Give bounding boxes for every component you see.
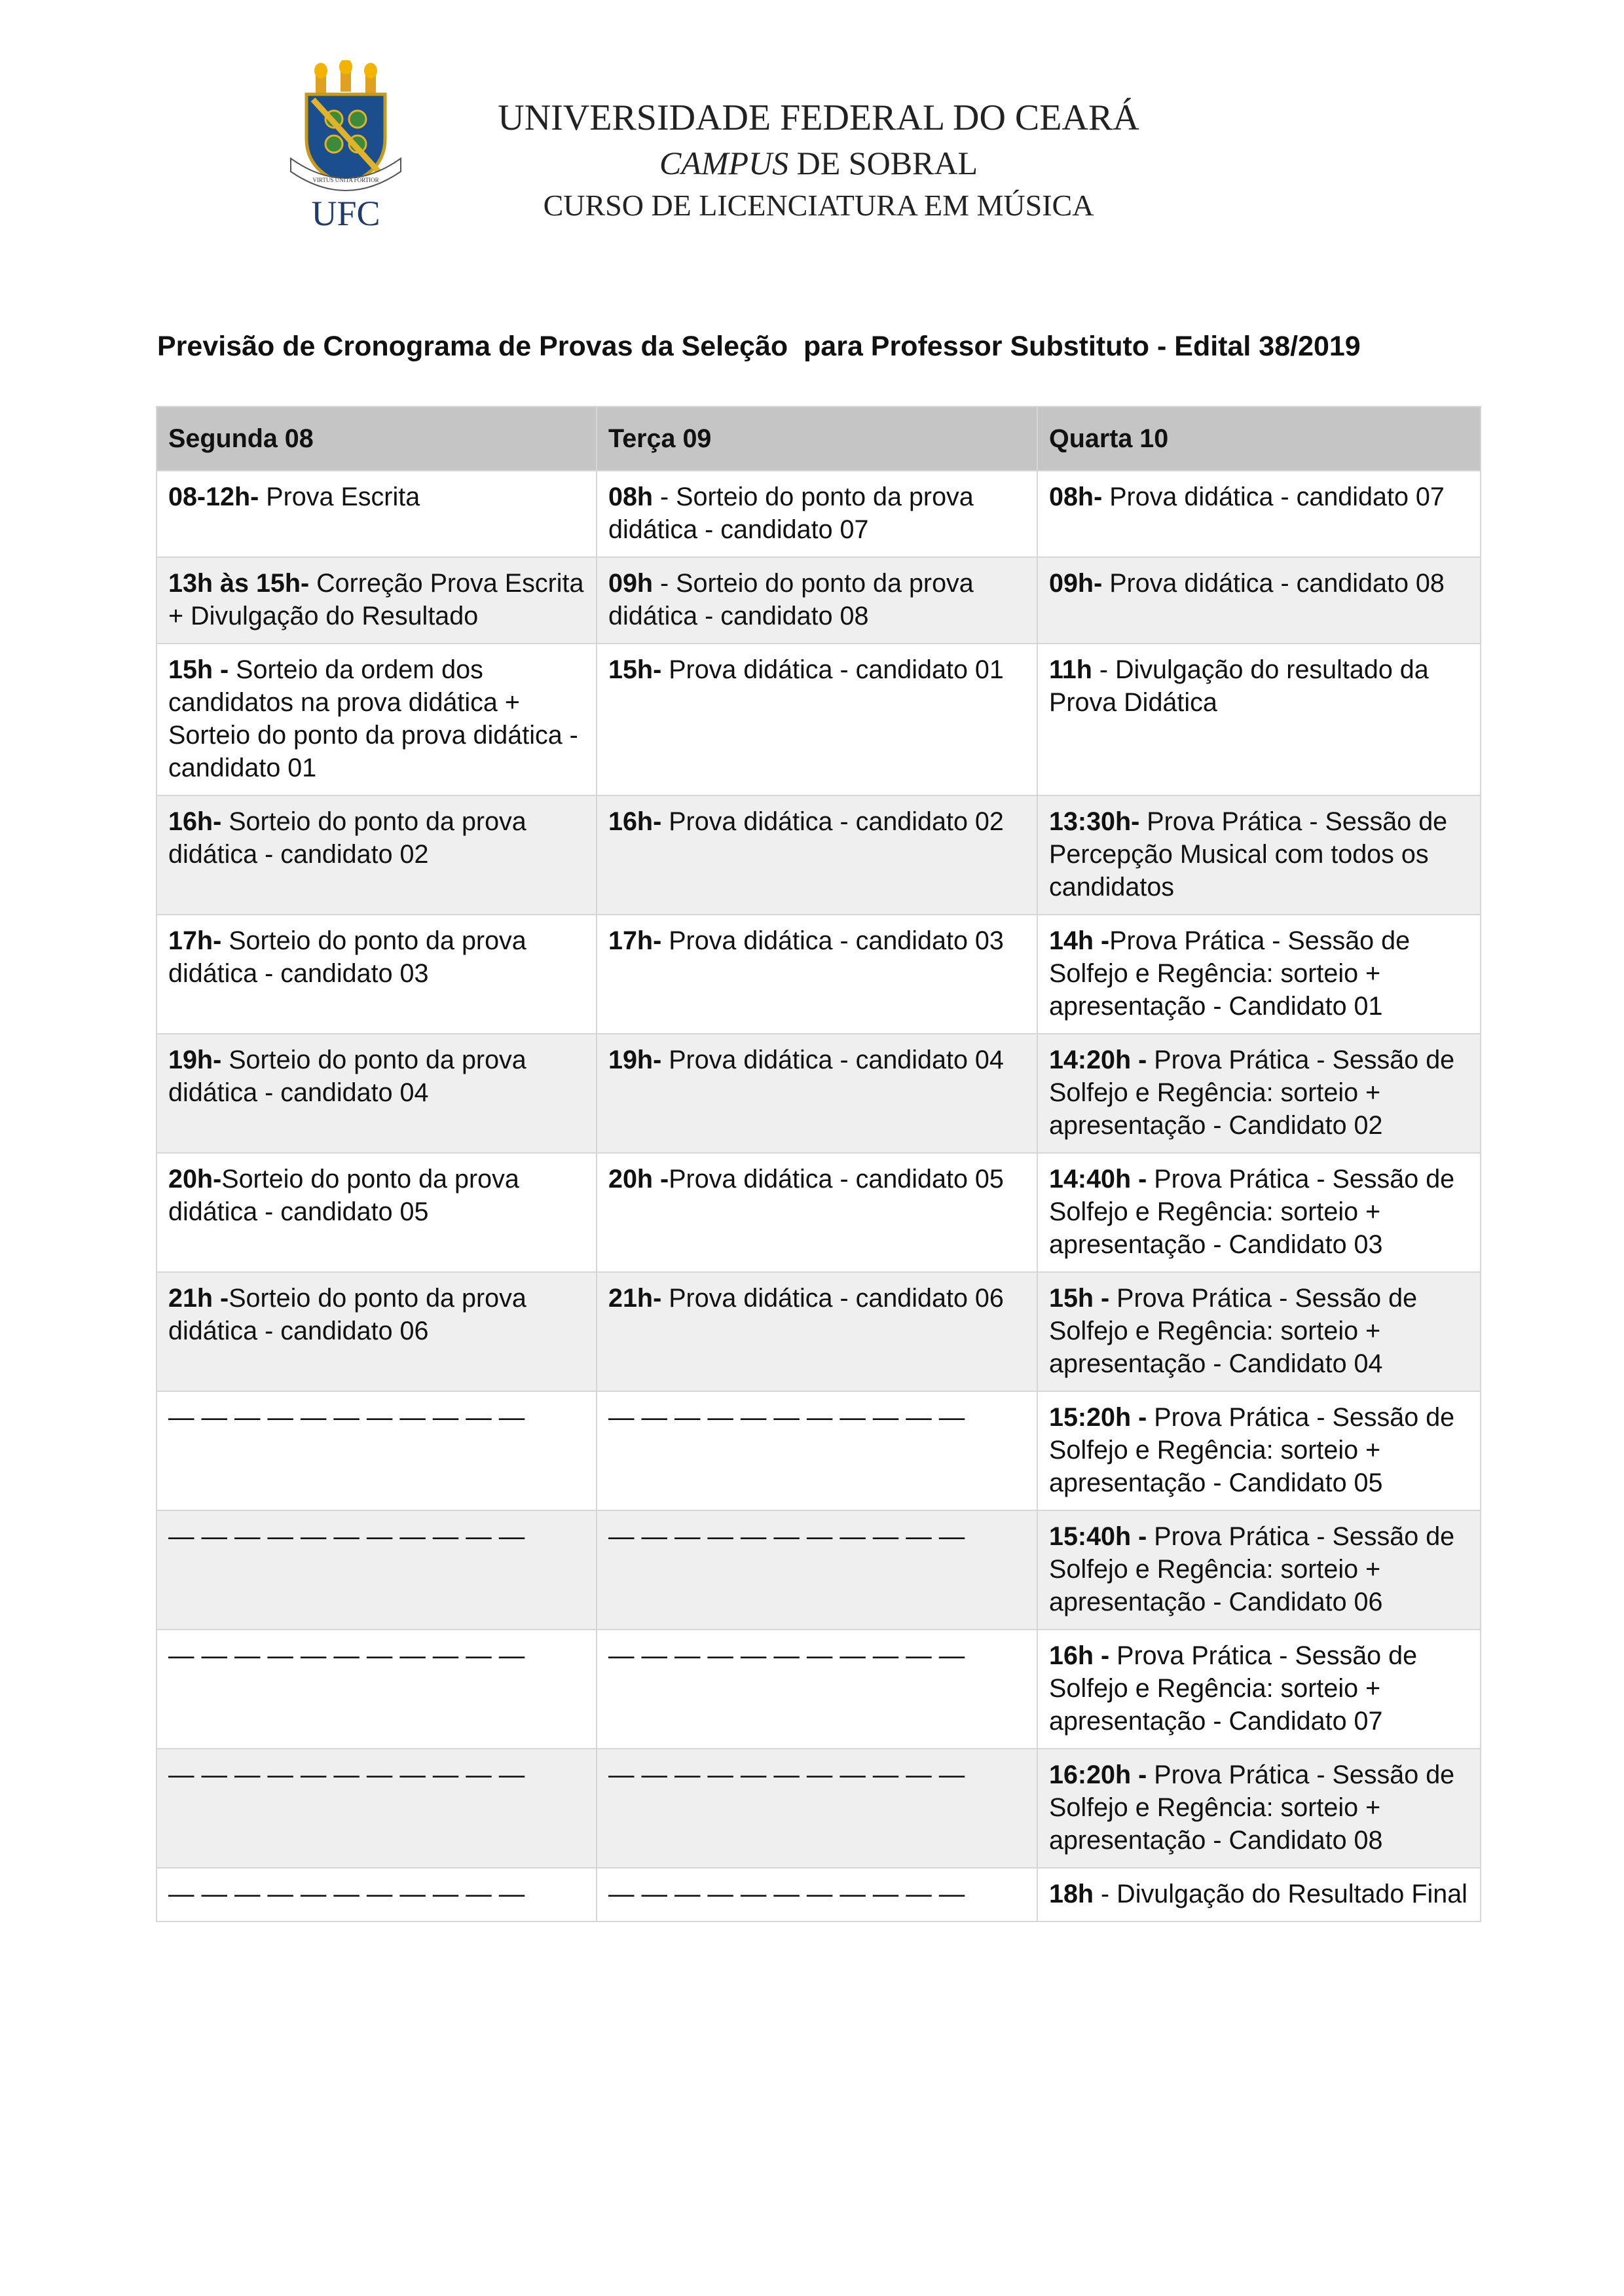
table-cell — [1037, 1630, 1481, 1749]
table-row — [157, 1749, 1481, 1868]
table-row — [157, 1630, 1481, 1749]
cell-time: 14:40h - — [1049, 1165, 1147, 1194]
cell-time: 16:20h - — [1049, 1760, 1147, 1789]
table-row — [157, 795, 1481, 915]
cell-time: 15:20h - — [1049, 1403, 1147, 1432]
table-cell — [1037, 1510, 1481, 1630]
table-row — [157, 915, 1481, 1034]
cell-text: Prova Prática - Sessão de Solfejo e Regência: sorteio + apresentação - Candidato 06 — [1049, 1522, 1455, 1616]
table-cell — [597, 1272, 1037, 1391]
table-cell — [1037, 644, 1481, 795]
cell-text: — — — — — — — — — — — — [608, 1880, 965, 1908]
cell-time: 19h- — [168, 1046, 222, 1074]
cell-time: 11h — [1049, 655, 1092, 684]
table-cell — [157, 1272, 597, 1391]
cell-text: Prova didática - candidato 01 — [661, 655, 1004, 684]
cell-text: Prova didática - candidato 08 — [1102, 569, 1445, 598]
table-cell — [597, 1630, 1037, 1749]
cell-text: Prova didática - candidato 02 — [661, 807, 1004, 836]
cell-text: - Sorteio do ponto da prova didática - candidato 07 — [608, 483, 974, 544]
cell-time: 18h — [1049, 1880, 1094, 1908]
document-title: Previsão de Cronograma de Provas da Seleção para Professor Substituto - Edital 38/2019 — [157, 331, 1361, 362]
table-cell — [157, 1391, 597, 1510]
table-row — [157, 1510, 1481, 1630]
schedule-table — [156, 406, 1481, 1922]
table-cell — [597, 1510, 1037, 1630]
cell-text: Prova Prática - Sessão de Solfejo e Regência: sorteio + apresentação - Candidato 08 — [1049, 1760, 1455, 1855]
cell-text: — — — — — — — — — — — — [608, 1760, 965, 1789]
table-row — [157, 557, 1481, 644]
cell-time: 09h- — [1049, 569, 1103, 598]
table-cell — [597, 1391, 1037, 1510]
table-row — [157, 1272, 1481, 1391]
table-cell — [1037, 1153, 1481, 1272]
table-cell — [157, 1630, 597, 1749]
table-cell — [157, 1749, 597, 1868]
table-row — [157, 1868, 1481, 1922]
torch-icon — [314, 60, 377, 93]
cell-text: Sorteio da ordem dos candidatos na prova didática + Sorteio do ponto da prova didática - candidato 01 — [168, 655, 578, 782]
cell-text: Prova didática - candidato 06 — [661, 1284, 1004, 1313]
cell-time: 19h- — [608, 1046, 662, 1074]
cell-time: 15h- — [608, 655, 662, 684]
cell-text: Prova didática - candidato 04 — [661, 1046, 1004, 1074]
cell-text: Prova didática - candidato 07 — [1102, 483, 1445, 511]
table-cell — [157, 557, 597, 644]
table-cell — [597, 795, 1037, 915]
cell-time: 16h- — [168, 807, 222, 836]
cell-time: 16h - — [1049, 1641, 1110, 1670]
cell-time: 13:30h- — [1049, 807, 1140, 836]
ufc-crest-logo — [287, 60, 405, 230]
cell-text: - Sorteio do ponto da prova didática - candidato 08 — [608, 569, 974, 630]
table-row — [157, 1034, 1481, 1153]
table-cell — [597, 644, 1037, 795]
column-header-wednesday: Quarta 10 — [1037, 407, 1481, 471]
table-row — [157, 471, 1481, 557]
cell-text: - Divulgação do resultado da Prova Didática — [1049, 655, 1429, 717]
table-row — [157, 1391, 1481, 1510]
cell-time: 13h às 15h- — [168, 569, 310, 598]
cell-text: - Divulgação do Resultado Final — [1094, 1880, 1467, 1908]
table-cell — [157, 471, 597, 557]
institution-name: UNIVERSIDADE FEDERAL DO CEARÁ — [498, 98, 1139, 138]
cell-text: Sorteio do ponto da prova didática - candidato 02 — [168, 807, 526, 869]
cell-time: 20h- — [168, 1165, 222, 1194]
cell-time: 14:20h - — [1049, 1046, 1147, 1074]
cell-text: Sorteio do ponto da prova didática - candidato 03 — [168, 926, 526, 988]
table-cell — [157, 1510, 597, 1630]
cell-time: 14h - — [1049, 926, 1110, 955]
campus-name — [419, 144, 1218, 182]
svg-text:VIRTUS UNITA FORTIOR: VIRTUS UNITA FORTIOR — [312, 177, 379, 183]
cell-text: — — — — — — — — — — — — [168, 1641, 525, 1670]
cell-text: — — — — — — — — — — — — [608, 1403, 965, 1432]
cell-time: 08h — [608, 483, 654, 511]
table-header-row — [157, 407, 1481, 471]
table-cell — [1037, 1868, 1481, 1922]
campus-word: CAMPUS — [659, 145, 789, 181]
cell-text: Prova Prática - Sessão de Percepção Musical com todos os candidatos — [1049, 807, 1448, 902]
cell-text: Sorteio do ponto da prova didática - candidato 06 — [168, 1284, 526, 1345]
cell-text: Sorteio do ponto da prova didática - candidato 04 — [168, 1046, 526, 1107]
table-row — [157, 644, 1481, 795]
table-cell — [597, 557, 1037, 644]
cell-time: 09h — [608, 569, 654, 598]
course-name: CURSO DE LICENCIATURA EM MÚSICA — [543, 189, 1094, 222]
cell-text: Prova didática - candidato 03 — [661, 926, 1004, 955]
table-cell — [157, 1153, 597, 1272]
table-cell — [597, 1034, 1037, 1153]
cell-text: — — — — — — — — — — — — [168, 1760, 525, 1789]
cell-text: — — — — — — — — — — — — [168, 1880, 525, 1908]
table-cell — [157, 1868, 597, 1922]
table-cell — [597, 471, 1037, 557]
table-cell — [1037, 471, 1481, 557]
cell-time: 08h- — [1049, 483, 1103, 511]
logo-wordmark: UFC — [311, 194, 380, 230]
table-cell — [157, 915, 597, 1034]
table-cell — [597, 1868, 1037, 1922]
cell-time: 20h - — [608, 1165, 669, 1194]
cell-time: 08-12h- — [168, 483, 259, 511]
cell-text: Prova Escrita — [259, 483, 420, 511]
cell-text: Sorteio do ponto da prova didática - candidato 05 — [168, 1165, 519, 1226]
cell-time: 16h- — [608, 807, 662, 836]
table-cell — [1037, 557, 1481, 644]
cell-text: Correção Prova Escrita + Divulgação do Resultado — [168, 569, 584, 630]
table-body — [157, 471, 1481, 1922]
table-row — [157, 1153, 1481, 1272]
table-cell — [157, 1034, 597, 1153]
cell-time: 17h- — [608, 926, 662, 955]
cell-text: Prova Prática - Sessão de Solfejo e Regência: sorteio + apresentação - Candidato 04 — [1049, 1284, 1418, 1378]
table-cell — [1037, 1391, 1481, 1510]
letterhead — [0, 0, 1624, 262]
table-cell — [157, 795, 597, 915]
table-cell — [1037, 1034, 1481, 1153]
table-cell — [597, 1153, 1037, 1272]
cell-text: Prova didática - candidato 05 — [669, 1165, 1004, 1194]
cell-time: 21h- — [608, 1284, 662, 1313]
cell-text: Prova Prática - Sessão de Solfejo e Regência: sorteio + apresentação - Candidato 03 — [1049, 1165, 1455, 1259]
table-cell — [597, 915, 1037, 1034]
table-cell — [597, 1749, 1037, 1868]
cell-text: — — — — — — — — — — — — [168, 1522, 525, 1551]
cell-text: Prova Prática - Sessão de Solfejo e Regência: sorteio + apresentação - Candidato 02 — [1049, 1046, 1455, 1140]
cell-text: Prova Prática - Sessão de Solfejo e Regência: sorteio + apresentação - Candidato 07 — [1049, 1641, 1418, 1736]
cell-time: 15:40h - — [1049, 1522, 1147, 1551]
cell-text: — — — — — — — — — — — — [608, 1641, 965, 1670]
table-cell — [157, 644, 597, 795]
cell-text: Prova Prática - Sessão de Solfejo e Regência: sorteio + apresentação - Candidato 01 — [1049, 926, 1411, 1021]
table-cell — [1037, 915, 1481, 1034]
cell-text: Prova Prática - Sessão de Solfejo e Regência: sorteio + apresentação - Candidato 05 — [1049, 1403, 1455, 1497]
cell-time: 15h - — [1049, 1284, 1110, 1313]
campus-city: DE SOBRAL — [788, 145, 978, 181]
cell-text: — — — — — — — — — — — — [608, 1522, 965, 1551]
table-cell — [1037, 795, 1481, 915]
cell-time: 17h- — [168, 926, 222, 955]
cell-text: — — — — — — — — — — — — [168, 1403, 525, 1432]
column-header-monday: Segunda 08 — [157, 407, 597, 471]
cell-time: 15h - — [168, 655, 229, 684]
column-header-tuesday: Terça 09 — [597, 407, 1037, 471]
table-cell — [1037, 1272, 1481, 1391]
table-cell — [1037, 1749, 1481, 1868]
cell-time: 21h - — [168, 1284, 229, 1313]
